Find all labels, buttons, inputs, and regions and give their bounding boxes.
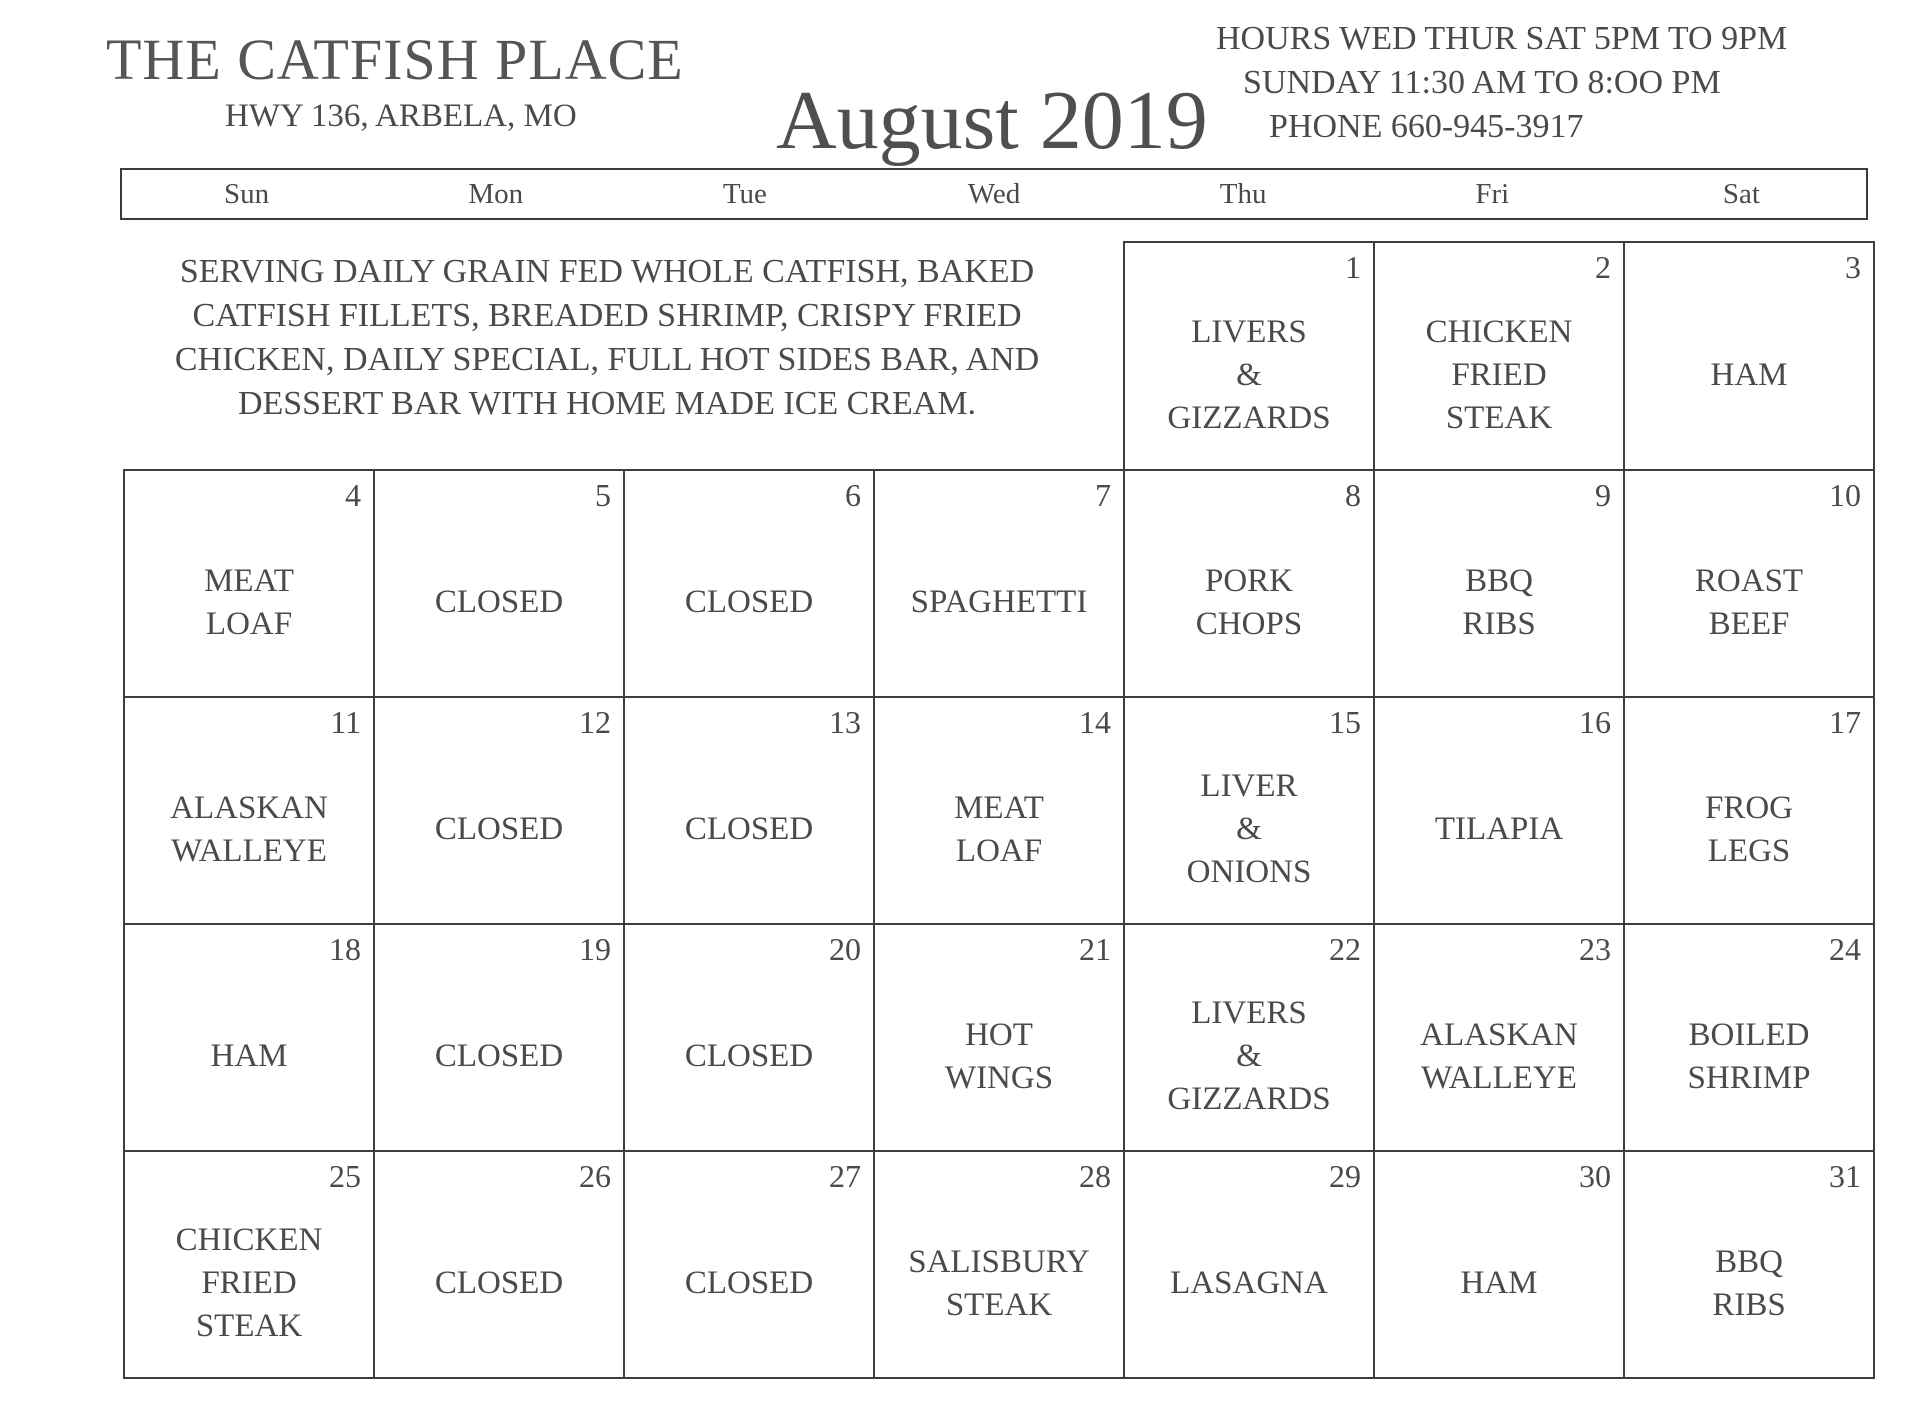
daily-special: LIVERS & GIZZARDS (1167, 995, 1331, 1117)
day-number: 16 (1579, 704, 1611, 740)
day-cell (873, 923, 1125, 1152)
day-cell (373, 469, 625, 698)
daily-special: TILAPIA (1434, 811, 1564, 847)
day-cell (1373, 469, 1625, 698)
day-number: 6 (845, 477, 861, 513)
day-number: 22 (1329, 931, 1361, 967)
day-cell (1373, 1150, 1625, 1379)
weekday-sun: Sun (224, 178, 270, 210)
day-cell (1623, 241, 1875, 471)
hours-line-weekday: HOURS WED THUR SAT 5PM TO 9PM (1216, 20, 1788, 57)
day-cell (123, 469, 375, 698)
day-number: 31 (1829, 1158, 1861, 1194)
day-cell (1373, 241, 1625, 471)
day-number: 12 (579, 704, 611, 740)
daily-special: LASAGNA (1170, 1265, 1328, 1301)
menu-description: SERVING DAILY GRAIN FED WHOLE CATFISH, BAKED CATFISH FILLETS, BREADED SHRIMP, CRISPY FRIED CHICKEN, DAILY SPECIAL, FULL HOT SIDES BAR, AND DESSERT BAR WITH HOME MADE ICE CREAM. (174, 253, 1040, 422)
daily-special: BBQ RIBS (1462, 562, 1536, 642)
daily-special: ROAST BEEF (1694, 562, 1804, 642)
day-cell (1623, 923, 1875, 1152)
daily-special: SPAGHETTI (910, 584, 1088, 620)
day-number: 28 (1079, 1158, 1111, 1194)
daily-special: LIVER & ONIONS (1186, 768, 1312, 890)
day-number: 26 (579, 1158, 611, 1194)
phone-line: PHONE 660-945-3917 (1269, 108, 1584, 145)
day-cell (373, 923, 625, 1152)
day-number: 7 (1095, 477, 1111, 513)
day-cell (623, 696, 875, 925)
weekday-mon: Mon (468, 178, 524, 210)
daily-special: HOT WINGS (944, 1016, 1054, 1096)
day-cell (1123, 696, 1375, 925)
day-cell (873, 696, 1125, 925)
day-number: 18 (329, 931, 361, 967)
day-cell (123, 696, 375, 925)
restaurant-name: THE CATFISH PLACE (106, 27, 684, 92)
weekday-sat: Sat (1722, 178, 1760, 210)
daily-special: HAM (210, 1038, 288, 1074)
day-number: 9 (1595, 477, 1611, 513)
weekday-tue: Tue (722, 178, 767, 210)
daily-special: LIVERS & GIZZARDS (1167, 313, 1331, 436)
day-number: 29 (1329, 1158, 1361, 1194)
day-cell (1623, 469, 1875, 698)
daily-special: ALASKAN WALLEYE (1420, 1016, 1578, 1096)
day-cell (1123, 923, 1375, 1152)
daily-special: BOILED SHRIMP (1687, 1016, 1811, 1096)
day-cell (1123, 469, 1375, 698)
day-cell (373, 696, 625, 925)
day-cell (1623, 696, 1875, 925)
day-cell (623, 1150, 875, 1379)
day-number: 11 (330, 704, 361, 740)
daily-special: CLOSED (684, 811, 814, 847)
daily-special: CLOSED (434, 811, 564, 847)
day-number: 4 (345, 477, 361, 513)
day-number: 1 (1345, 249, 1361, 285)
daily-special: ALASKAN WALLEYE (170, 789, 328, 869)
daily-special: CHICKEN FRIED STEAK (175, 1222, 323, 1344)
daily-special: FROG LEGS (1704, 789, 1794, 869)
day-number: 8 (1345, 477, 1361, 513)
day-number: 10 (1829, 477, 1861, 513)
day-number: 27 (829, 1158, 861, 1194)
day-cell (1123, 241, 1375, 471)
daily-special: HAM (1460, 1265, 1538, 1301)
daily-special: CHICKEN FRIED STEAK (1425, 313, 1573, 436)
daily-special: CLOSED (434, 1265, 564, 1301)
day-number: 13 (829, 704, 861, 740)
day-cell (373, 1150, 625, 1379)
daily-special: CLOSED (684, 1265, 814, 1301)
day-number: 20 (829, 931, 861, 967)
day-number: 24 (1829, 931, 1861, 967)
day-number: 3 (1845, 249, 1861, 285)
day-cell (1123, 1150, 1375, 1379)
daily-special: BBQ RIBS (1712, 1243, 1786, 1323)
weekday-header (120, 168, 1868, 220)
day-cell (873, 1150, 1125, 1379)
day-number: 15 (1329, 704, 1361, 740)
daily-special: MEAT LOAF (954, 789, 1044, 869)
day-number: 5 (595, 477, 611, 513)
daily-special: SALISBURY STEAK (908, 1243, 1090, 1323)
daily-special: CLOSED (684, 1038, 814, 1074)
weekday-fri: Fri (1475, 178, 1510, 210)
day-number: 2 (1595, 249, 1611, 285)
daily-special: HAM (1710, 356, 1788, 393)
day-cell (1373, 923, 1625, 1152)
weekday-wed: Wed (967, 178, 1021, 210)
month-title: August 2019 (776, 74, 1208, 167)
day-number: 25 (329, 1158, 361, 1194)
day-number: 14 (1079, 704, 1111, 740)
day-number: 19 (579, 931, 611, 967)
day-number: 21 (1079, 931, 1111, 967)
day-cell (873, 469, 1125, 698)
day-cell (123, 1150, 375, 1379)
restaurant-address: HWY 136, ARBELA, MO (225, 98, 577, 134)
daily-special: CLOSED (434, 584, 564, 620)
hours-line-sunday: SUNDAY 11:30 AM TO 8:OO PM (1243, 64, 1721, 101)
daily-special: CLOSED (684, 584, 814, 620)
day-cell (1623, 1150, 1875, 1379)
day-cell (123, 923, 375, 1152)
day-cell (623, 469, 875, 698)
day-cell (623, 923, 875, 1152)
day-number: 17 (1829, 704, 1861, 740)
daily-special: MEAT LOAF (204, 562, 294, 642)
day-cell (1373, 696, 1625, 925)
day-number: 23 (1579, 931, 1611, 967)
day-number: 30 (1579, 1158, 1611, 1194)
daily-special: CLOSED (434, 1038, 564, 1074)
weekday-thu: Thu (1219, 178, 1267, 210)
daily-special: PORK CHOPS (1195, 562, 1303, 642)
